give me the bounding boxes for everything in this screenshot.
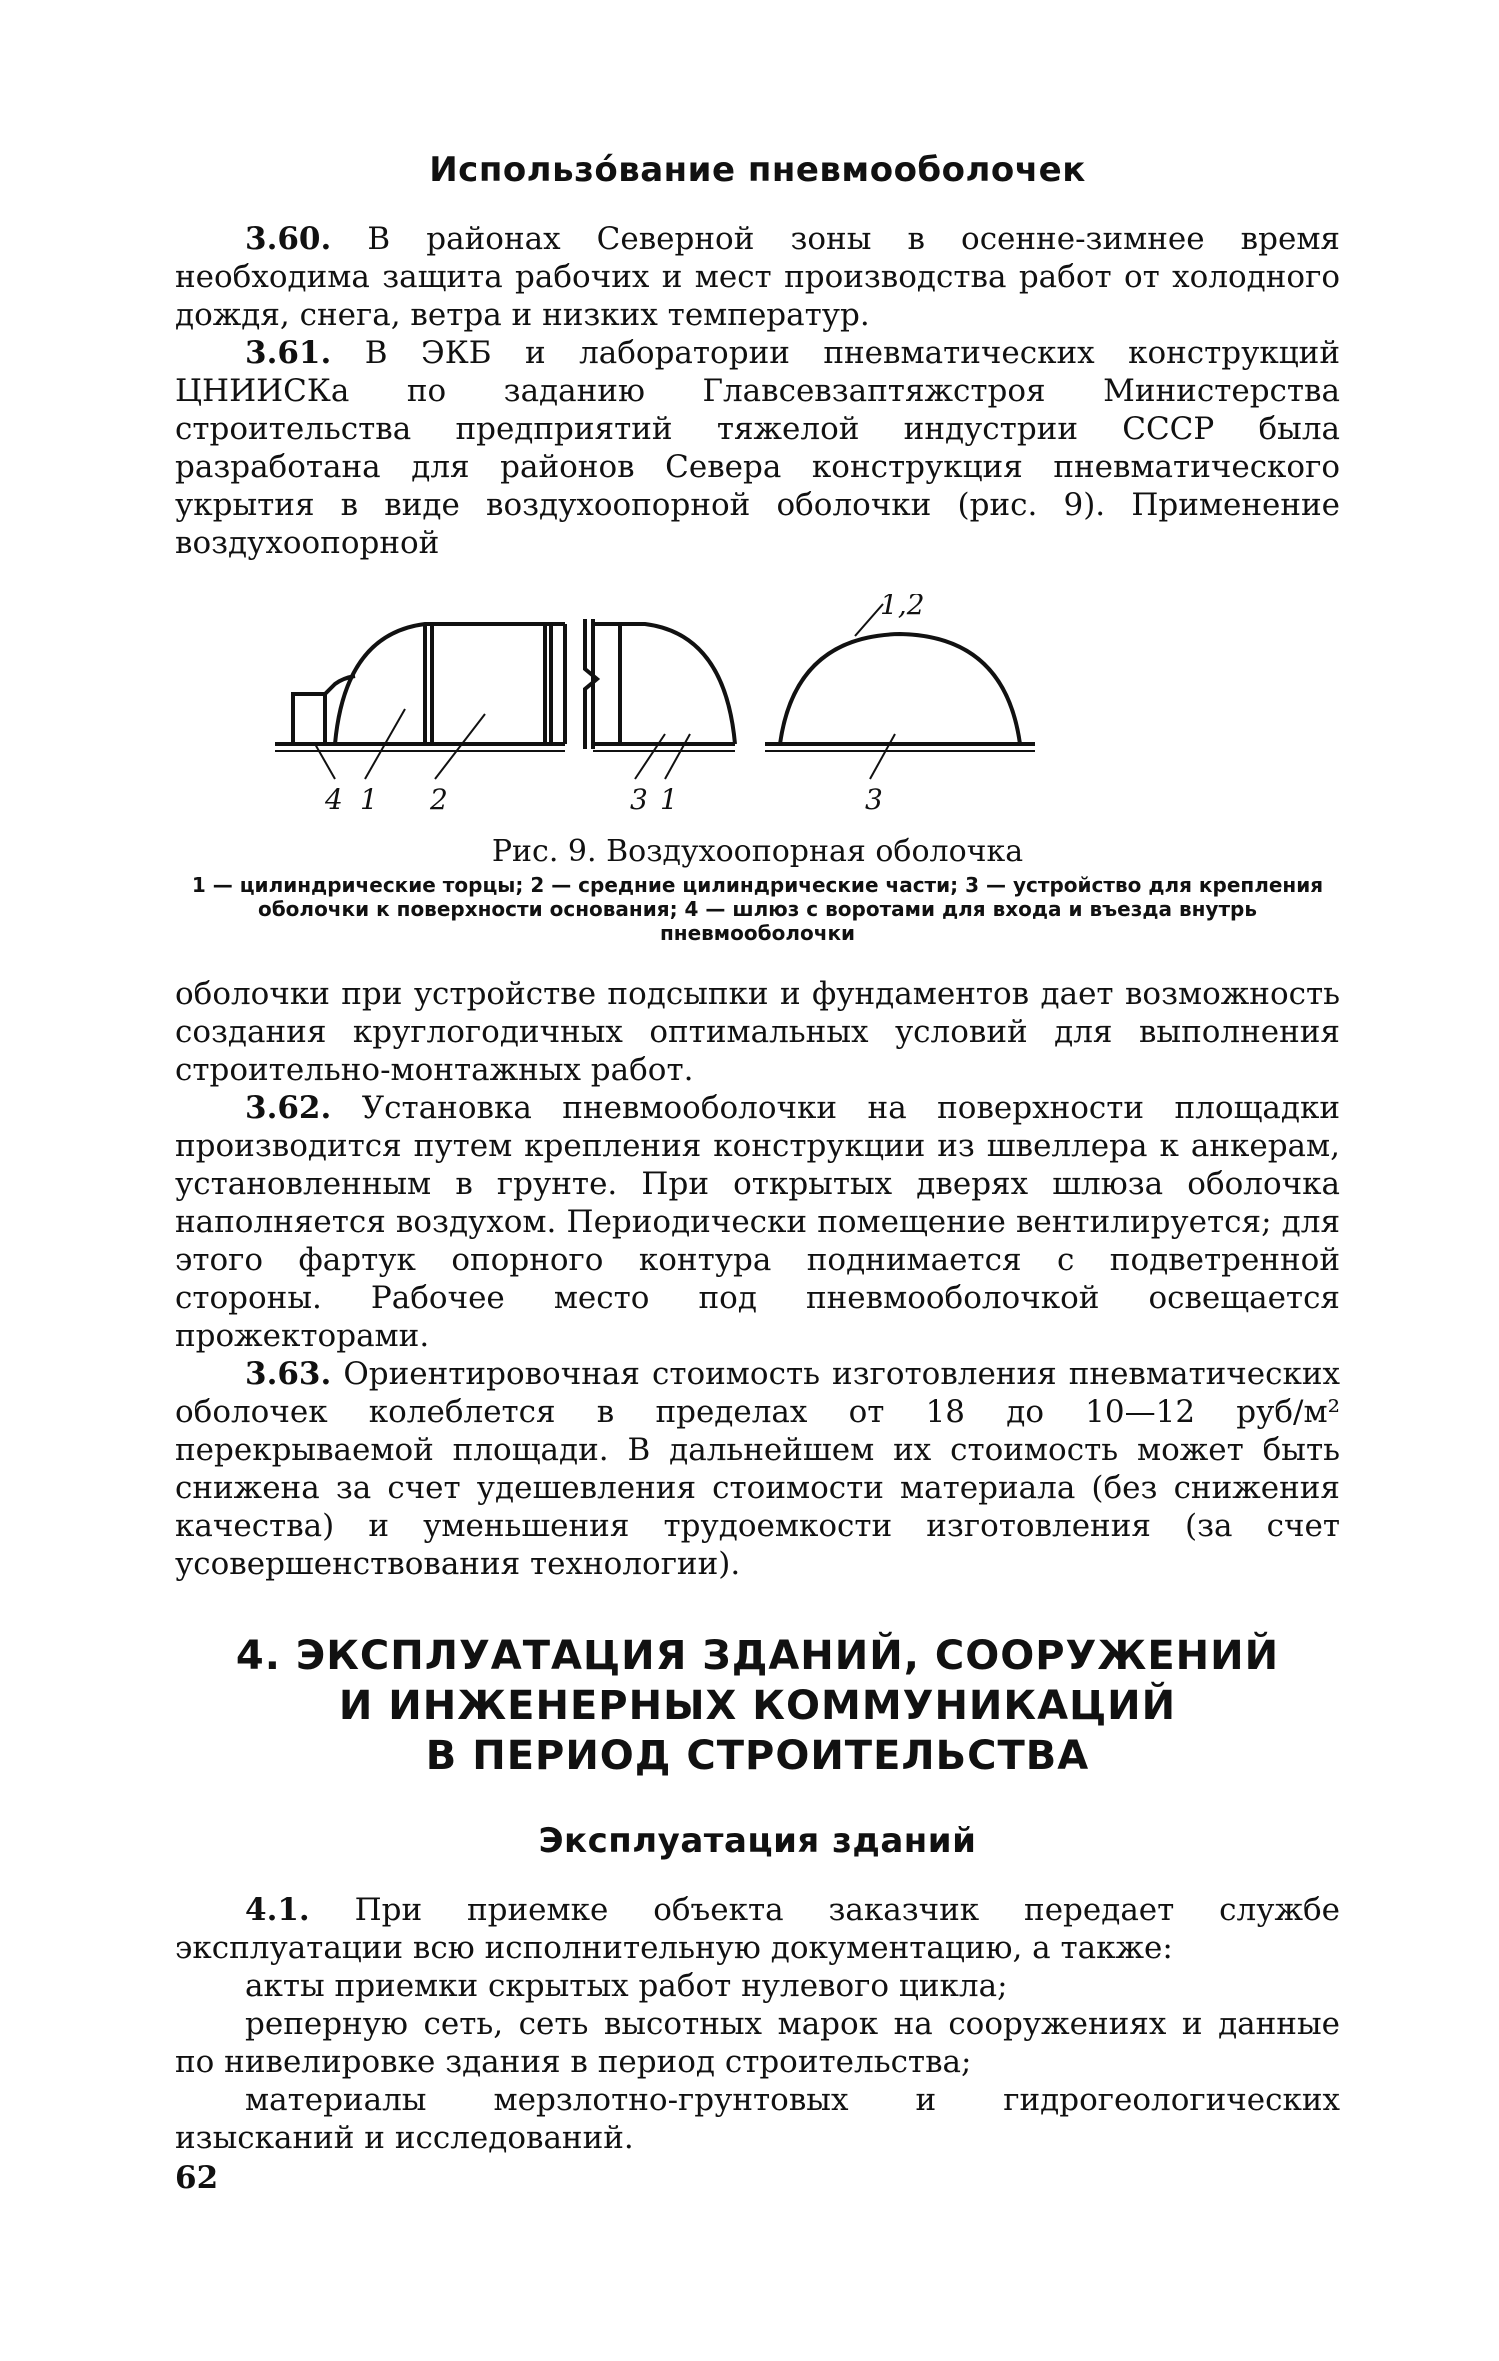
paragraph-text: При приемке объекта заказчик передает службе эксплуатации всю исполнительную документацию, а также:: [175, 1892, 1340, 1966]
paragraph-4-1: [175, 1891, 1340, 1967]
paragraph-3-61-continued: оболочки при устройстве подсыпки и фундаментов дает возможность создания круглогодичных оптимальных условий для выполнения строительно-монтажных работ.: [175, 976, 1340, 1088]
list-item: акты приемки скрытых работ нулевого цикла;: [245, 1968, 1008, 2004]
leader-line: [315, 744, 335, 779]
paragraph-3-63: [175, 1355, 1340, 1583]
figure-legend: 1 — цилиндрические торцы; 2 — средние цилиндрические части; 3 — устройство для крепления оболочки к поверхности основания; 4 — шлюз с воротами для входа и въезда внутрь пневмооболочки: [191, 873, 1324, 945]
chapter-heading-line: 4. ЭКСПЛУАТАЦИЯ ЗДАНИЙ, СООРУЖЕНИЙ: [235, 1633, 1280, 1679]
label-1: 1: [360, 783, 378, 816]
page-number: 62: [175, 2160, 219, 2196]
chapter-heading-line: И ИНЖЕНЕРНЫХ КОММУНИКАЦИЙ: [338, 1683, 1177, 1729]
end-dome-shape: [335, 624, 565, 744]
paragraph-number: 4.1.: [245, 1892, 310, 1928]
list-item: реперную сеть, сеть высотных марок на сооружениях и данные по нивелировке здания в период строительства;: [175, 2006, 1340, 2080]
paragraph-3-61: [175, 334, 1340, 562]
list-item: материалы мерзлотно-грунтовых и гидрогеологических изысканий и исследований.: [175, 2082, 1340, 2156]
label-1: 1: [660, 783, 678, 816]
section-title-buildings: Эксплуатация зданий: [538, 1821, 977, 1861]
chapter-heading: [175, 1631, 1340, 1781]
leader-line: [435, 714, 485, 779]
paragraph-text: В ЭКБ и лаборатории пневматических конструкций ЦНИИСКа по заданию Главсевзаптяжстроя Министерства строительства предприятий тяжелой индустрии СССР была разработана для районов Севера конструкция пневматического укрытия в виде воздухоопорной оболочки (рис. 9). Применение воздухоопорной: [175, 335, 1340, 561]
air-supported-shell-drawing: [275, 594, 1255, 824]
airlock-shape: [293, 694, 325, 744]
paragraph-text: В районах Северной зоны в осенне-зимнее время необходима защита рабочих и мест производства работ от холодного дождя, снега, ветра и низких температур.: [175, 221, 1340, 333]
paragraph-number: 3.62.: [245, 1090, 332, 1126]
label-1-2: 1,2: [880, 594, 925, 621]
paragraph-text: Ориентировочная стоимость изготовления пневматических оболочек колеблется в пределах от 18 до 10—12 руб/м² перекрываемой площади. В дальнейшем их стоимость может быть снижена за счет удешевления стоимости материала (без снижения качества) и уменьшения трудоемкости изготовления (за счет усовершенствования технологии).: [175, 1356, 1340, 1582]
paragraph-number: 3.63.: [245, 1356, 332, 1392]
paragraph-3-62: [175, 1089, 1340, 1355]
leader-line: [870, 734, 895, 779]
figure-9: [175, 594, 1340, 824]
paragraph-text: Установка пневмооболочки на поверхности площадки производится путем крепления конструкции из швеллера к анкерам, установленным в грунте. При открытых дверях шлюза оболочка наполняется воздухом. Периодически помещение вентилируется; для этого фартук опорного контура поднимается с подветренной стороны. Рабочее место под пневмооболочкой освещается прожекторами.: [175, 1090, 1341, 1354]
label-3: 3: [630, 783, 648, 816]
leader-line: [855, 604, 883, 636]
paragraph-number: 3.60.: [245, 221, 332, 257]
paragraph-3-60: [175, 220, 1340, 334]
page-body: [175, 150, 1340, 2157]
cross-section-shape: [780, 634, 1020, 744]
chapter-heading-line: В ПЕРИОД СТРОИТЕЛЬСТВА: [425, 1733, 1090, 1779]
label-4: 4: [325, 783, 343, 816]
figure-caption: Рис. 9. Воздухоопорная оболочка: [491, 834, 1024, 869]
section-title-pneumo: Использо́вание пневмооболочек: [429, 150, 1086, 190]
end-dome-shape: [593, 624, 735, 744]
label-3: 3: [865, 783, 883, 816]
label-2: 2: [430, 783, 448, 816]
leader-line: [635, 734, 665, 779]
paragraph-number: 3.61.: [245, 335, 332, 371]
leader-line: [665, 734, 690, 779]
